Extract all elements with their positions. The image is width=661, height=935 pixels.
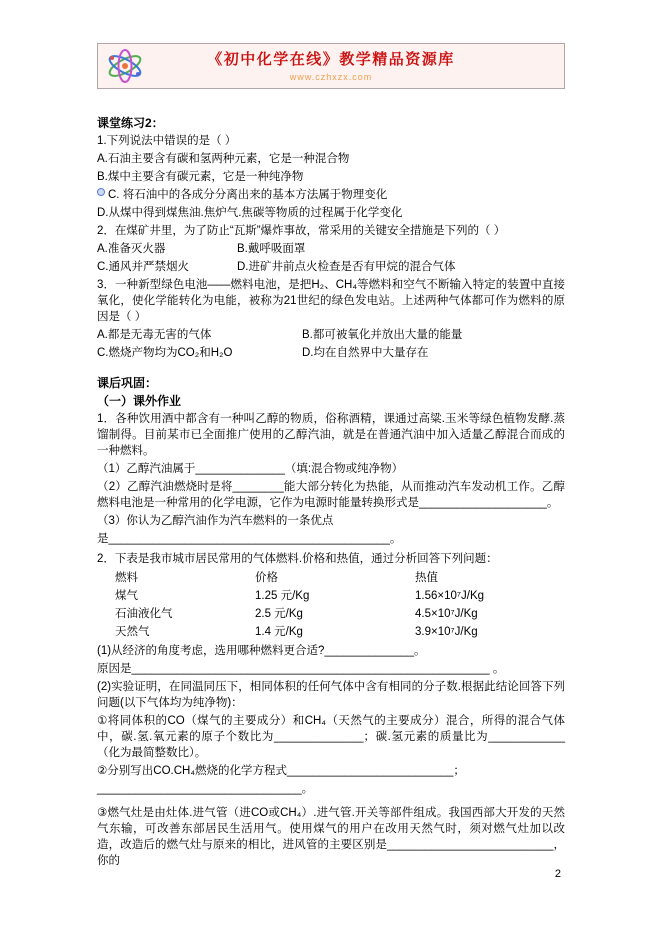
fuel-table-header-row xyxy=(115,569,565,587)
fuel-table xyxy=(115,569,565,641)
q3-option-c: C.燃烧产物均为CO₂和H₂O xyxy=(97,347,233,359)
hw2-sub3: ③燃气灶是由灶体.进气管（进CO或CH₄）.进气管.开关等部件组成。我国西部大开发的天然气东输，可改善东部居民生活用气。使用煤气的用户在改用天然气时，须对燃气灶加以改造，改造后的燃气灶与原来的相比，进风管的主要区别是__________________________，你的 xyxy=(97,807,565,867)
q2-option-d: D.进矿井前点火检查是否有甲烷的混合气体 xyxy=(237,261,456,273)
hw1-part3-line1: （3）你认为乙醇汽油作为汽车燃料的一条优点 xyxy=(97,515,334,527)
q1-option-a: A.石油主要含有碳和氢两种元素，它是一种混合物 xyxy=(97,153,350,165)
banner-url-link[interactable]: www.czhxzx.com xyxy=(289,71,373,82)
hw2-part1-reason: 原因是________________________________________________________ 。 xyxy=(97,663,505,675)
q1-stem: 1.下列说法中错误的是（ ） xyxy=(97,135,237,147)
col-header-heat: 热值 xyxy=(415,572,438,584)
hw1-part2: （2）乙醇汽油燃烧时是将________能大部分转化为热能，从而推动汽车发动机工作。乙醇燃料电池是一种常用的化学电源，它作为电源时能量转换形式是____________________。 xyxy=(97,481,565,509)
classwork-heading: 课堂练习2： xyxy=(97,116,164,130)
q1-option-b: B.煤中主要含有碳元素，它是一种纯净物 xyxy=(97,171,304,183)
q2-options-row-cd xyxy=(97,259,565,275)
revision-mark-icon xyxy=(97,188,105,196)
banner-text xyxy=(150,51,512,82)
table-row-lpg xyxy=(115,605,565,623)
q2-option-a: A.准备灭火器 xyxy=(97,243,166,255)
banner-title: 《初中化学在线》教学精品资源库 xyxy=(207,50,455,68)
hw2-sub2-cont: ________________________________。 xyxy=(97,783,314,795)
hw2-sub2: ②分别写出CO.CH₄燃烧的化学方程式__________________________； xyxy=(97,765,465,777)
cell-fuel: 石油液化气 xyxy=(115,608,173,620)
homework-subheading: （一）课外作业 xyxy=(97,394,182,408)
table-row-natural-gas xyxy=(115,623,565,641)
hw1-part3-line2: 是____________________________________________。 xyxy=(97,533,402,545)
hw1-part1: （1）乙醇汽油属于______________（填:混合物或纯净物） xyxy=(97,463,404,475)
q2-option-c: C.通风并严禁烟火 xyxy=(97,261,189,273)
cell-fuel: 天然气 xyxy=(115,626,150,638)
hw2-part2: (2)实验证明，在同温同压下，相同体积的任何气体中含有相同的分子数.根据此结论回答下列问题(以下气体均为纯净物)： xyxy=(97,681,565,709)
atom-logo-icon xyxy=(104,47,150,85)
q2-option-b: B.戴呼吸面罩 xyxy=(237,243,306,255)
hw1-intro: 1．各种饮用酒中都含有一种叫乙醇的物质，俗称酒精，课通过高粱.玉米等绿色植物发酵.蒸馏制得。目前某市已全面推广使用的乙醇汽油，就是在普通汽油中加入适量乙醇混合而成的一种燃料。 xyxy=(97,413,565,457)
q1-option-c xyxy=(97,187,565,203)
col-header-price: 价格 xyxy=(255,572,278,584)
cell-heat: 4.5×10⁷J/Kg xyxy=(415,608,478,620)
col-header-fuel: 燃料 xyxy=(115,572,138,584)
cell-heat: 1.56×10⁷J/Kg xyxy=(415,590,485,602)
site-banner xyxy=(97,43,565,89)
q1-option-d: D.从煤中得到煤焦油.焦炉气.焦碳等物质的过程属于化学变化 xyxy=(97,207,403,219)
q3-options-row-ab xyxy=(97,327,565,343)
cell-fuel: 煤气 xyxy=(115,590,138,602)
q1-option-c-text: C. 将石油中的各成分分离出来的基本方法属于物理变化 xyxy=(108,189,388,201)
hw2-sub1: ①将同体积的CO（煤气的主要成分）和CH₄（天然气的主要成分）混合，所得的混合气体中，碳.氢.氧元素的原子个数比为______________；碳.氢元素的质量比为____________（化为最简整数比）。 xyxy=(97,715,565,759)
cell-price: 1.4 元/Kg xyxy=(255,626,303,638)
cell-price: 1.25 元/Kg xyxy=(255,590,310,602)
q3-option-b: B.都可被氧化并放出大量的能量 xyxy=(302,329,463,341)
cell-price: 2.5 元/Kg xyxy=(255,608,303,620)
worksheet-content xyxy=(97,115,565,869)
homework-heading: 课后巩固： xyxy=(97,376,158,390)
q3-stem: 3．一种新型绿色电池——燃料电池，是把H₂、CH₄等燃料和空气不断输入特定的装置中直接氧化，使化学能转化为电能，被称为21世纪的绿色发电站。上述两种气体都可作为燃料的原因是（ ） xyxy=(97,279,565,323)
hw2-part1: (1)从经济的角度考虑，选用哪种燃料更合适?______________。 xyxy=(97,645,426,657)
table-row-coal-gas xyxy=(115,587,565,605)
q2-stem: 2．在煤矿井里，为了防止“瓦斯”爆炸事故，常采用的关键安全措施是下列的（ ） xyxy=(97,225,506,237)
cell-heat: 3.9×10⁷J/Kg xyxy=(415,626,478,638)
q2-options-row-ab xyxy=(97,241,565,257)
page-number: 2 xyxy=(554,868,561,880)
q3-option-a: A.都是无毒无害的气体 xyxy=(97,329,212,341)
q3-option-d: D.均在自然界中大量存在 xyxy=(302,347,429,359)
hw2-intro: 2．下表是我市城市居民常用的气体燃料.价格和热值，通过分析回答下列问题： xyxy=(97,553,498,565)
q3-options-row-cd xyxy=(97,345,565,361)
